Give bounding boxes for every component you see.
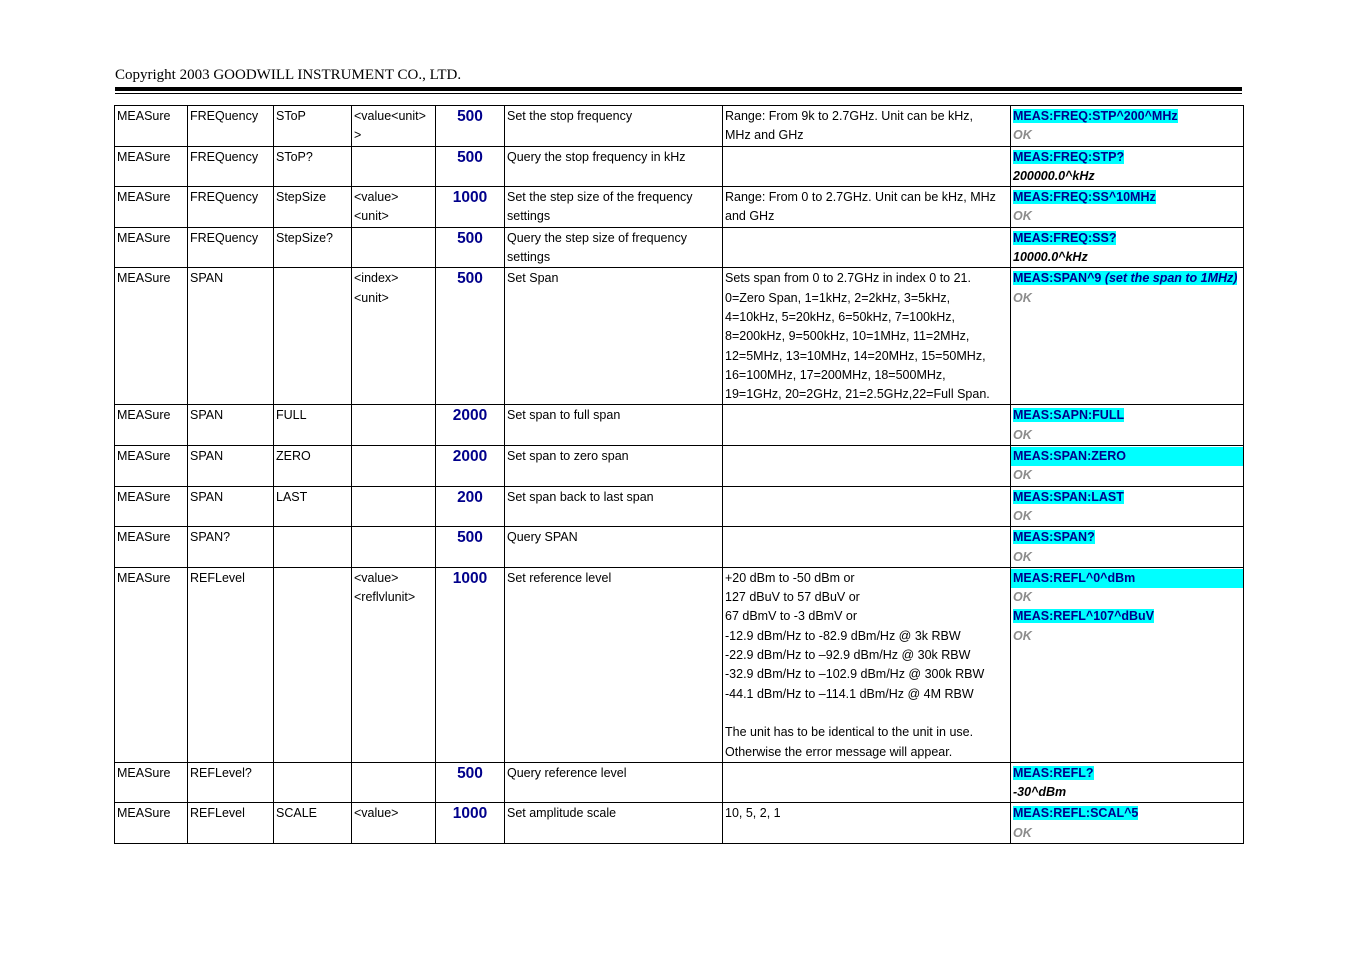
cell-command: MEASure [115, 762, 188, 803]
cell-example [1011, 187, 1244, 228]
example-response: OK [1013, 290, 1032, 305]
example-note: (set the span to 1MHz) [1104, 271, 1238, 286]
remark-line: -22.9 dBm/Hz to –92.9 dBm/Hz @ 30k RBW [725, 648, 971, 663]
example-command: MEAS:REFL^0^dBm [1013, 570, 1136, 585]
cell-subsystem: SPAN [188, 268, 274, 405]
remark-line: -12.9 dBm/Hz to -82.9 dBm/Hz @ 3k RBW [725, 628, 961, 643]
cell-example [1011, 527, 1244, 568]
table-row [115, 486, 1244, 527]
cell-description: Set span back to last span [505, 486, 723, 527]
cell-example [1011, 146, 1244, 187]
cell-example [1011, 405, 1244, 446]
cell-function [274, 268, 352, 405]
cell-value: 200 [436, 486, 505, 527]
cell-subsystem: FREQuency [188, 106, 274, 147]
cell-remark [723, 486, 1011, 527]
cell-parameter [352, 106, 436, 147]
example-command-line [1013, 269, 1241, 288]
command-table [114, 105, 1244, 844]
cell-parameter [352, 567, 436, 762]
table-row [115, 187, 1244, 228]
cell-command: MEASure [115, 803, 188, 844]
cell-function: SCALE [274, 803, 352, 844]
parameter-line: <value> [354, 570, 399, 585]
parameter-line: <unit> [354, 209, 389, 224]
example-command-line [1013, 148, 1241, 167]
example-command: MEAS:REFL^107^dBuV [1013, 609, 1155, 624]
cell-value: 1000 [436, 803, 505, 844]
cell-function: SToP? [274, 146, 352, 187]
parameter-line: <index> [354, 271, 399, 286]
example-command: MEAS:SPAN:ZERO [1013, 449, 1126, 464]
cell-command: MEASure [115, 268, 188, 405]
cell-subsystem: SPAN? [188, 527, 274, 568]
cell-description: Set reference level [505, 567, 723, 762]
remark-line: Range: From 9k to 2.7GHz. Unit can be kHz, [725, 109, 974, 123]
example-response: OK [1013, 468, 1032, 483]
cell-example [1011, 106, 1244, 147]
remark-line: 19=1GHz, 20=2GHz, 21=2.5GHz,22=Full Span. [725, 387, 990, 402]
cell-example [1011, 486, 1244, 527]
parameter-line: > [354, 128, 362, 143]
example-response: OK [1013, 628, 1032, 643]
cell-subsystem: FREQuency [188, 227, 274, 268]
example-command-line [1013, 447, 1241, 466]
header-rule-thin [115, 93, 1242, 94]
page-header-copyright: Copyright 2003 GOODWILL INSTRUMENT CO., LTD. [115, 67, 462, 83]
cell-function: StepSize [274, 187, 352, 228]
table-row [115, 527, 1244, 568]
cell-function: StepSize? [274, 227, 352, 268]
remark-line: Range: From 0 to 2.7GHz. Unit can be kHz, MHz [725, 190, 996, 205]
cell-remark [723, 405, 1011, 446]
cell-function: SToP [274, 106, 352, 147]
cell-parameter [352, 268, 436, 405]
cell-parameter [352, 527, 436, 568]
cell-subsystem: FREQuency [188, 146, 274, 187]
cell-description: Query the step size of frequency settings [505, 227, 723, 268]
parameter-line: <unit> [354, 290, 389, 305]
example-command: MEAS:FREQ:SS? [1013, 230, 1117, 245]
remark-line: 16=100MHz, 17=200MHz, 18=500MHz, [725, 367, 946, 382]
remark-line: -32.9 dBm/Hz to –102.9 dBm/Hz @ 300k RBW [725, 667, 985, 682]
cell-description: Set the stop frequency [505, 106, 723, 147]
cell-subsystem: SPAN [188, 405, 274, 446]
table-row [115, 803, 1244, 844]
cell-remark [723, 567, 1011, 762]
cell-command: MEASure [115, 187, 188, 228]
example-response: OK [1013, 427, 1032, 442]
header-rule-thick [115, 87, 1242, 91]
example-command-line [1013, 229, 1241, 248]
cell-value: 500 [436, 268, 505, 405]
cell-example [1011, 227, 1244, 268]
example-response: OK [1013, 209, 1032, 224]
cell-description: Set Span [505, 268, 723, 405]
cell-parameter [352, 227, 436, 268]
example-command-line [1013, 804, 1241, 823]
table-row [115, 146, 1244, 187]
remark-line [725, 704, 1008, 723]
cell-subsystem: SPAN [188, 486, 274, 527]
remark-line: Otherwise the error message will appear. [725, 744, 953, 759]
cell-subsystem: FREQuency [188, 187, 274, 228]
cell-command: MEASure [115, 405, 188, 446]
cell-parameter [352, 446, 436, 487]
cell-value: 500 [436, 146, 505, 187]
example-command-line [1013, 528, 1241, 547]
cell-subsystem: REFLevel [188, 803, 274, 844]
cell-value: 500 [436, 106, 505, 147]
cell-function: ZERO [274, 446, 352, 487]
cell-example [1011, 446, 1244, 487]
example-response: OK [1013, 825, 1032, 840]
table-row [115, 268, 1244, 405]
example-response: OK [1013, 549, 1032, 564]
remark-line: 10, 5, 2, 1 [725, 806, 781, 821]
cell-function [274, 762, 352, 803]
remark-line: The unit has to be identical to the unit in use. [725, 725, 974, 740]
cell-value: 500 [436, 762, 505, 803]
example-command-line [1013, 488, 1241, 507]
remark-line: 8=200kHz, 9=500kHz, 10=1MHz, 11=2MHz, [725, 329, 970, 344]
example-command-line [1013, 607, 1241, 626]
example-response: 200000.0^kHz [1013, 168, 1095, 183]
cell-command: MEASure [115, 106, 188, 147]
cell-parameter [352, 803, 436, 844]
example-command-line [1013, 107, 1241, 126]
cell-function: LAST [274, 486, 352, 527]
cell-function: FULL [274, 405, 352, 446]
cell-remark [723, 803, 1011, 844]
cell-parameter [352, 762, 436, 803]
remark-line: MHz and GHz [725, 128, 804, 143]
cell-function [274, 527, 352, 568]
example-command: MEAS:SPAN:LAST [1013, 489, 1124, 504]
cell-remark [723, 227, 1011, 268]
example-response: OK [1013, 590, 1032, 605]
cell-description: Query the stop frequency in kHz [505, 146, 723, 187]
cell-description: Set the step size of the frequency settings [505, 187, 723, 228]
example-response: OK [1013, 128, 1032, 143]
cell-value: 1000 [436, 187, 505, 228]
example-response: OK [1013, 508, 1032, 523]
example-command: MEAS:FREQ:STP? [1013, 149, 1125, 164]
table-row [115, 762, 1244, 803]
cell-value: 500 [436, 527, 505, 568]
cell-remark [723, 106, 1011, 147]
parameter-line: <reflvlunit> [354, 590, 416, 605]
cell-command: MEASure [115, 567, 188, 762]
remark-line: -44.1 dBm/Hz to –114.1 dBm/Hz @ 4M RBW [725, 686, 974, 701]
remark-line: 67 dBmV to -3 dBmV or [725, 609, 858, 624]
cell-parameter [352, 486, 436, 527]
cell-remark [723, 268, 1011, 405]
cell-command: MEASure [115, 146, 188, 187]
cell-parameter [352, 187, 436, 228]
table-row [115, 405, 1244, 446]
table-row [115, 446, 1244, 487]
cell-value: 2000 [436, 446, 505, 487]
cell-function [274, 567, 352, 762]
cell-description: Set span to full span [505, 405, 723, 446]
cell-command: MEASure [115, 227, 188, 268]
table-row [115, 106, 1244, 147]
cell-value: 1000 [436, 567, 505, 762]
example-command-line [1013, 764, 1241, 783]
cell-remark [723, 762, 1011, 803]
cell-command: MEASure [115, 446, 188, 487]
example-response: 10000.0^kHz [1013, 250, 1088, 265]
cell-parameter [352, 405, 436, 446]
cell-description: Set amplitude scale [505, 803, 723, 844]
example-command-line [1013, 188, 1241, 207]
cell-subsystem: REFLevel [188, 567, 274, 762]
cell-remark [723, 446, 1011, 487]
cell-subsystem: SPAN [188, 446, 274, 487]
cell-remark [723, 146, 1011, 187]
cell-description: Query SPAN [505, 527, 723, 568]
remark-line: and GHz [725, 209, 775, 224]
cell-description: Set span to zero span [505, 446, 723, 487]
cell-example [1011, 762, 1244, 803]
example-command: MEAS:SPAN? [1013, 530, 1095, 545]
cell-command: MEASure [115, 527, 188, 568]
table-row [115, 227, 1244, 268]
remark-line: Sets span from 0 to 2.7GHz in index 0 to 21. [725, 271, 971, 286]
cell-example [1011, 803, 1244, 844]
remark-line: 0=Zero Span, 1=1kHz, 2=2kHz, 3=5kHz, [725, 290, 951, 305]
example-command-line [1013, 569, 1241, 588]
example-command: MEAS:FREQ:STP^200^MHz [1013, 109, 1178, 123]
cell-value: 2000 [436, 405, 505, 446]
example-command-line [1013, 406, 1241, 425]
cell-value: 500 [436, 227, 505, 268]
cell-example [1011, 567, 1244, 762]
example-command: MEAS:REFL? [1013, 765, 1094, 780]
remark-line: 4=10kHz, 5=20kHz, 6=50kHz, 7=100kHz, [725, 309, 955, 324]
cell-description: Query reference level [505, 762, 723, 803]
cell-remark [723, 187, 1011, 228]
parameter-line: <value<unit> [354, 109, 426, 123]
remark-line: +20 dBm to -50 dBm or [725, 570, 855, 585]
cell-command: MEASure [115, 486, 188, 527]
remark-line: 12=5MHz, 13=10MHz, 14=20MHz, 15=50MHz, [725, 348, 986, 363]
example-command: MEAS:SPAN^9 [1013, 271, 1105, 286]
example-command: MEAS:FREQ:SS^10MHz [1013, 190, 1156, 205]
cell-parameter [352, 146, 436, 187]
parameter-line: <value> [354, 806, 399, 821]
example-response: -30^dBm [1013, 785, 1067, 800]
cell-subsystem: REFLevel? [188, 762, 274, 803]
cell-example [1011, 268, 1244, 405]
example-command: MEAS:REFL:SCAL^5 [1013, 806, 1139, 821]
remark-line: 127 dBuV to 57 dBuV or [725, 590, 860, 605]
table-row [115, 567, 1244, 762]
parameter-line: <value> [354, 190, 399, 205]
example-command: MEAS:SAPN:FULL [1013, 408, 1125, 423]
cell-remark [723, 527, 1011, 568]
